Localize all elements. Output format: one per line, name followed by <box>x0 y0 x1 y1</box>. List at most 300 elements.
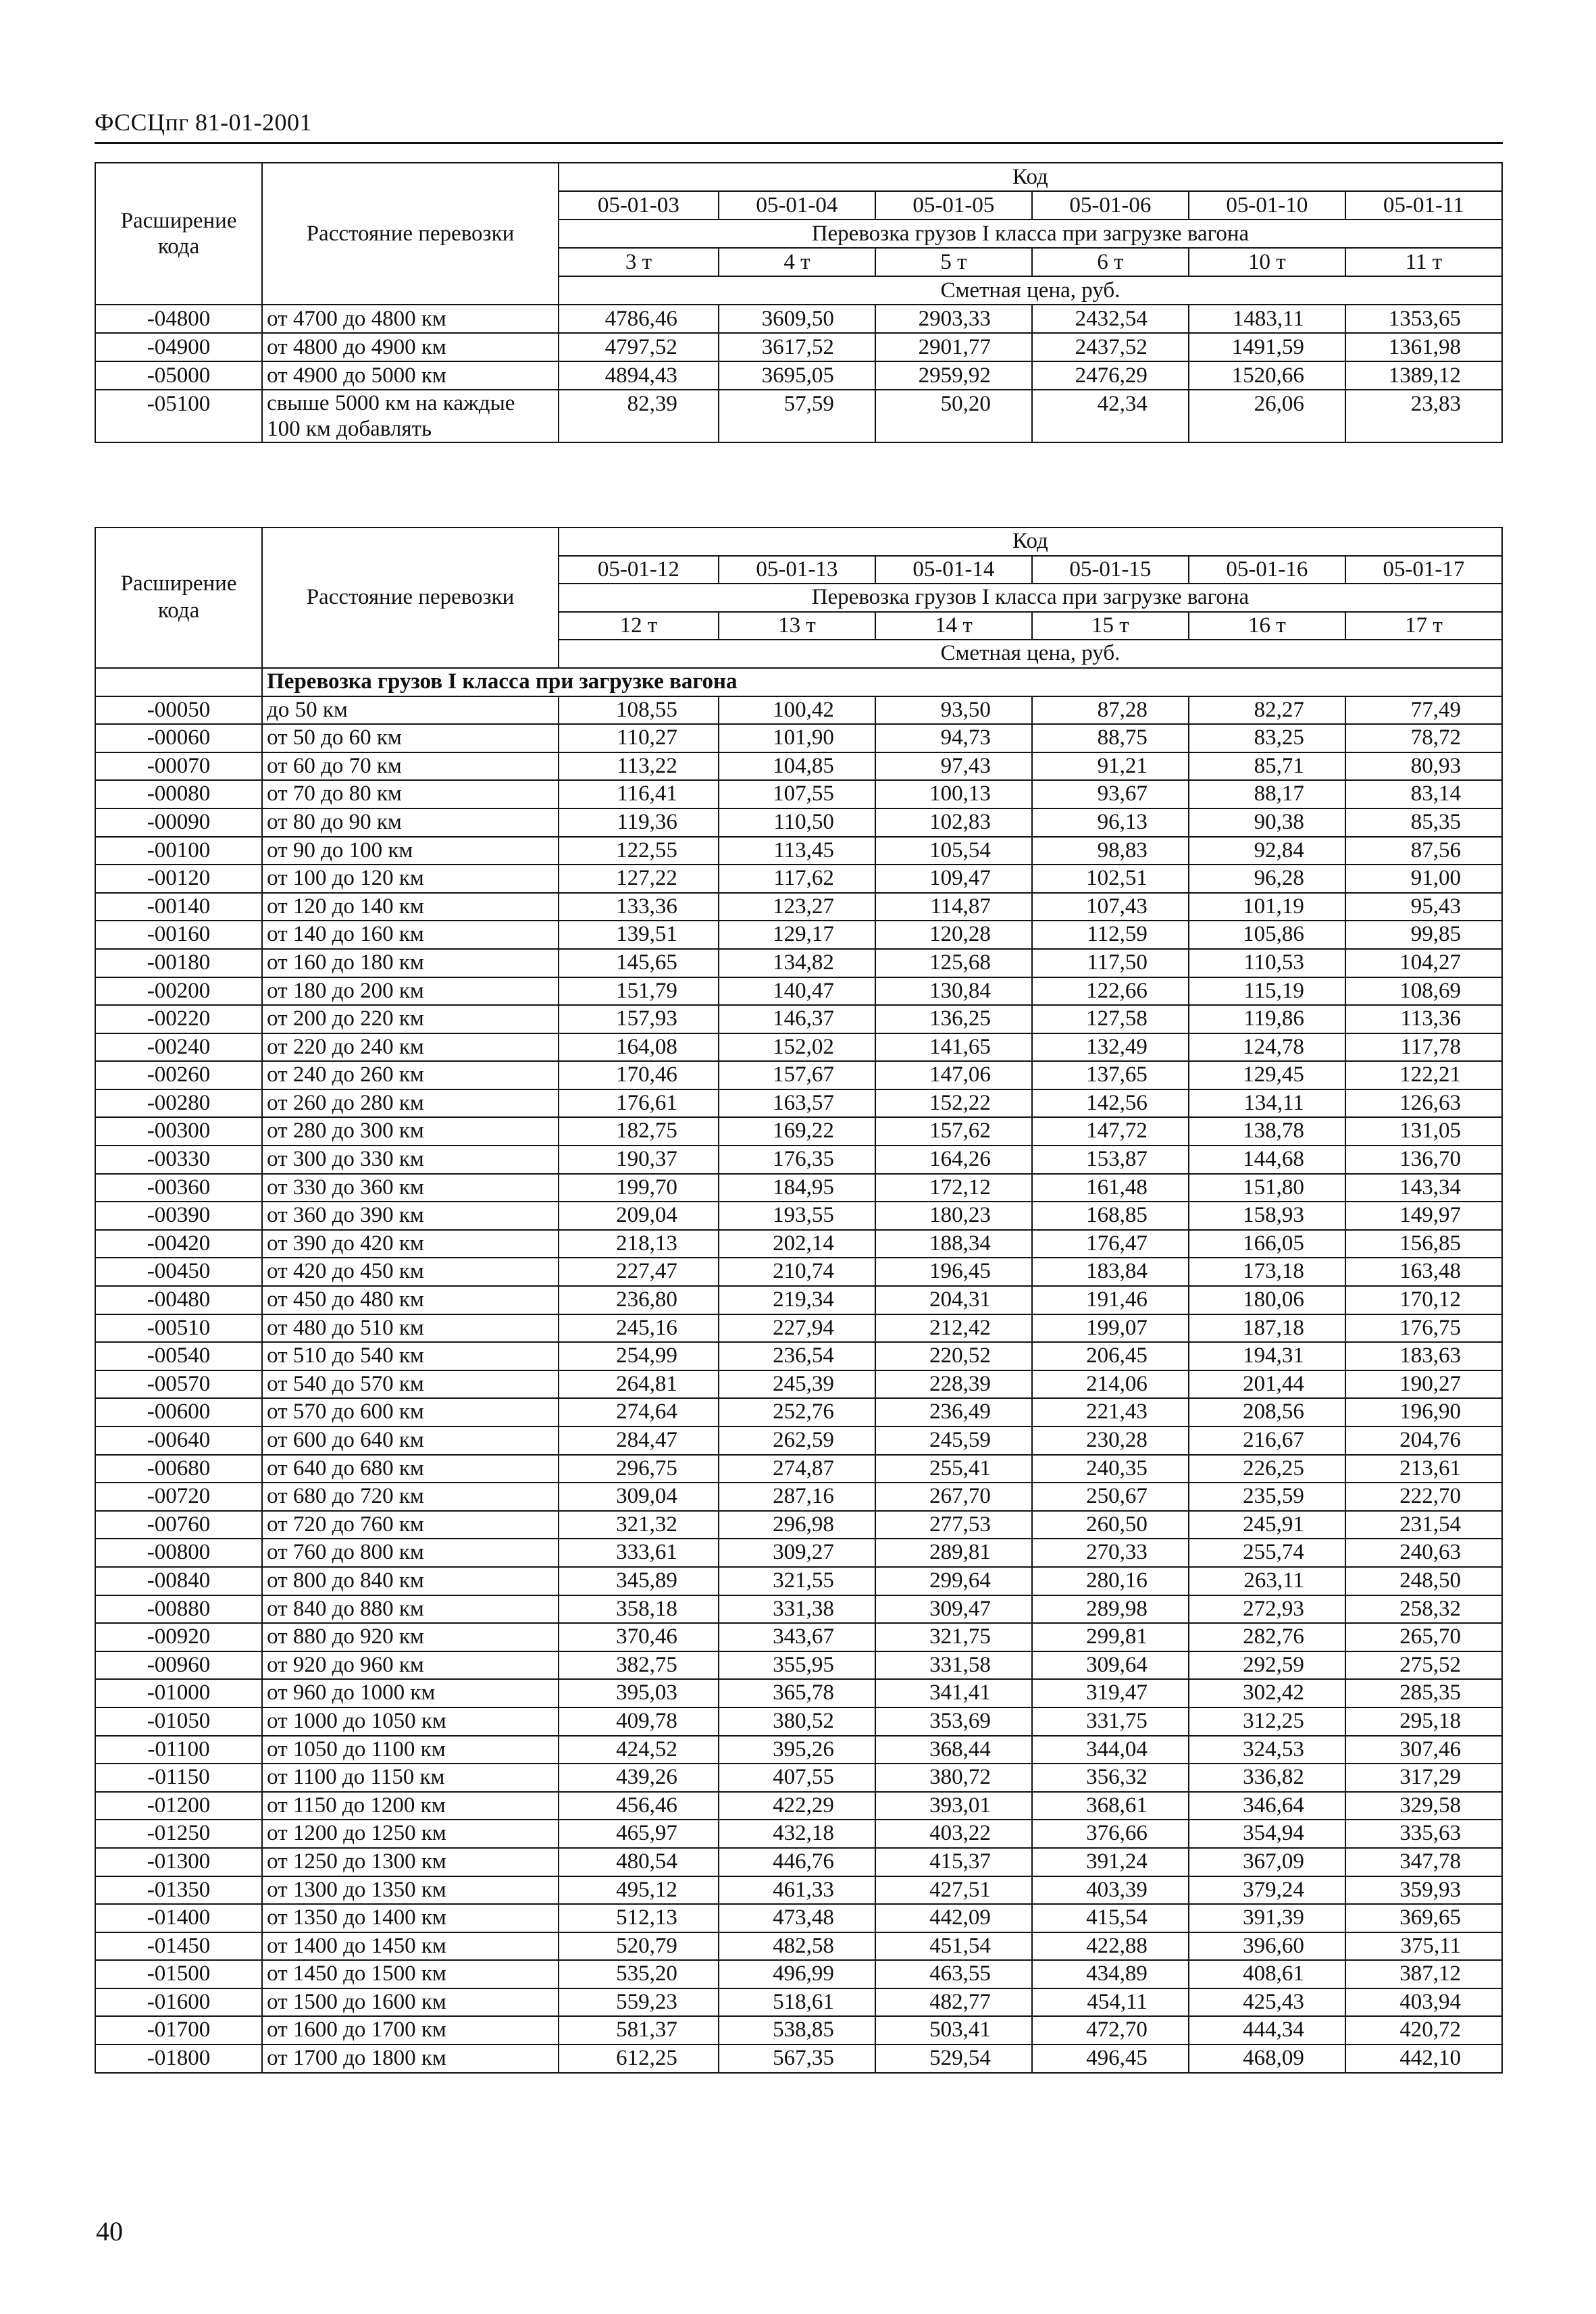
price-cell: 442,09 <box>875 1904 1032 1932</box>
code-cell: 05-01-11 <box>1345 191 1502 220</box>
price-cell: 156,85 <box>1345 1230 1502 1258</box>
price-cell: 289,81 <box>875 1539 1032 1567</box>
price-cell: 391,39 <box>1189 1904 1345 1932</box>
distance-cell: от 390 до 420 км <box>262 1230 559 1258</box>
distance-cell: от 420 до 450 км <box>262 1258 559 1286</box>
price-cell: 235,59 <box>1189 1483 1345 1511</box>
price-cell: 107,55 <box>719 780 875 808</box>
price-cell: 213,61 <box>1345 1455 1502 1483</box>
code-extension-cell: -00840 <box>95 1567 262 1595</box>
price-cell: 482,77 <box>875 1988 1032 2017</box>
table-row <box>95 361 1502 390</box>
price-cell: 240,63 <box>1345 1539 1502 1567</box>
price-cell: 496,45 <box>1032 2045 1189 2073</box>
distance-cell: от 100 до 120 км <box>262 865 559 893</box>
price-cell: 258,32 <box>1345 1595 1502 1624</box>
price-cell: 92,84 <box>1189 837 1345 865</box>
price-cell: 379,24 <box>1189 1876 1345 1905</box>
table-row <box>95 1370 1502 1399</box>
price-cell: 180,06 <box>1189 1286 1345 1314</box>
distance-cell: от 330 до 360 км <box>262 1174 559 1202</box>
code-extension-cell: -00540 <box>95 1342 262 1370</box>
code-extension-cell: -00760 <box>95 1511 262 1539</box>
price-cell: 535,20 <box>559 1960 719 1988</box>
price-cell: 119,36 <box>559 808 719 837</box>
section-row <box>95 668 1502 696</box>
table-row <box>95 780 1502 808</box>
price-cell: 141,65 <box>875 1033 1032 1062</box>
distance-cell: от 240 до 260 км <box>262 1061 559 1089</box>
price-cell: 432,18 <box>719 1820 875 1848</box>
price-cell: 382,75 <box>559 1651 719 1680</box>
table-row <box>95 752 1502 781</box>
code-extension-cell: -00720 <box>95 1483 262 1511</box>
price-cell: 105,54 <box>875 837 1032 865</box>
price-cell: 190,37 <box>559 1146 719 1174</box>
price-cell: 387,12 <box>1345 1960 1502 1988</box>
code-extension-cell: -01600 <box>95 1988 262 2017</box>
price-cell: 2437,52 <box>1032 333 1189 361</box>
price-cell: 210,74 <box>719 1258 875 1286</box>
price-cell: 182,75 <box>559 1117 719 1146</box>
code-extension-cell: -00960 <box>95 1651 262 1680</box>
price-cell: 1520,66 <box>1189 361 1345 390</box>
table-row <box>95 696 1502 725</box>
code-extension-cell: -01250 <box>95 1820 262 1848</box>
price-cell: 321,55 <box>719 1567 875 1595</box>
price-cell: 42,34 <box>1032 390 1189 442</box>
price-cell: 321,32 <box>559 1511 719 1539</box>
price-cell: 236,54 <box>719 1342 875 1370</box>
price-cell: 495,12 <box>559 1876 719 1905</box>
code-extension-cell: -00570 <box>95 1370 262 1399</box>
price-cell: 456,46 <box>559 1792 719 1820</box>
distance-cell: от 70 до 80 км <box>262 780 559 808</box>
price-cell: 176,75 <box>1345 1314 1502 1343</box>
price-cell: 415,54 <box>1032 1904 1189 1932</box>
price-cell: 123,27 <box>719 893 875 921</box>
code-extension-cell: -00330 <box>95 1146 262 1174</box>
price-cell: 94,73 <box>875 724 1032 752</box>
price-cell: 116,41 <box>559 780 719 808</box>
price-cell: 408,61 <box>1189 1960 1345 1988</box>
price-cell: 134,82 <box>719 949 875 977</box>
price-cell: 204,76 <box>1345 1426 1502 1455</box>
code-extension-cell: -00390 <box>95 1202 262 1230</box>
price-cell: 176,35 <box>719 1146 875 1174</box>
price-cell: 196,90 <box>1345 1398 1502 1426</box>
price-cell: 4797,52 <box>559 333 719 361</box>
price-cell: 356,32 <box>1032 1764 1189 1792</box>
price-cell: 126,63 <box>1345 1089 1502 1118</box>
price-cell: 144,68 <box>1189 1146 1345 1174</box>
price-cell: 183,63 <box>1345 1342 1502 1370</box>
price-cell: 199,07 <box>1032 1314 1189 1343</box>
price-cell: 380,52 <box>719 1707 875 1736</box>
price-cell: 341,41 <box>875 1679 1032 1707</box>
price-cell: 228,39 <box>875 1370 1032 1399</box>
price-cell: 227,47 <box>559 1258 719 1286</box>
distance-cell: от 540 до 570 км <box>262 1370 559 1399</box>
code-extension-cell: -01300 <box>95 1848 262 1876</box>
price-cell: 101,90 <box>719 724 875 752</box>
code-cell: 05-01-12 <box>559 556 719 584</box>
price-cell: 90,38 <box>1189 808 1345 837</box>
distance-cell: от 1000 до 1050 км <box>262 1707 559 1736</box>
distance-cell: от 1200 до 1250 км <box>262 1820 559 1848</box>
table-row <box>95 333 1502 361</box>
price-cell: 102,83 <box>875 808 1032 837</box>
price-cell: 113,36 <box>1345 1005 1502 1033</box>
code-extension-cell: -01800 <box>95 2045 262 2073</box>
price-cell: 87,56 <box>1345 837 1502 865</box>
table-row <box>95 1736 1502 1764</box>
price-cell: 331,38 <box>719 1595 875 1624</box>
distance-cell: от 60 до 70 км <box>262 752 559 781</box>
price-cell: 112,59 <box>1032 921 1189 949</box>
price-cell: 107,43 <box>1032 893 1189 921</box>
table-row <box>95 865 1502 893</box>
price-cell: 100,42 <box>719 696 875 725</box>
code-extension-cell: -01000 <box>95 1679 262 1707</box>
code-extension-cell: -01350 <box>95 1876 262 1905</box>
code-extension-cell: -00920 <box>95 1623 262 1651</box>
price-cell: 277,53 <box>875 1511 1032 1539</box>
distance-cell: от 1450 до 1500 км <box>262 1960 559 1988</box>
code-extension-cell: -01150 <box>95 1764 262 1792</box>
price-cell: 461,33 <box>719 1876 875 1905</box>
code-extension-cell: -00140 <box>95 893 262 921</box>
price-cell: 113,22 <box>559 752 719 781</box>
price-cell: 172,12 <box>875 1174 1032 1202</box>
price-cell: 83,14 <box>1345 780 1502 808</box>
price-cell: 1353,65 <box>1345 305 1502 333</box>
price-cell: 581,37 <box>559 2016 719 2045</box>
price-cell: 127,58 <box>1032 1005 1189 1033</box>
table-row <box>95 921 1502 949</box>
table-row <box>95 305 1502 333</box>
code-extension-cell: -05000 <box>95 361 262 390</box>
distance-cell: от 920 до 960 км <box>262 1651 559 1680</box>
price-cell: 2476,29 <box>1032 361 1189 390</box>
price-cell: 407,55 <box>719 1764 875 1792</box>
distance-cell: от 450 до 480 км <box>262 1286 559 1314</box>
price-cell: 194,31 <box>1189 1342 1345 1370</box>
table-row <box>95 1707 1502 1736</box>
code-cell: 05-01-05 <box>875 191 1032 220</box>
price-cell: 180,23 <box>875 1202 1032 1230</box>
code-extension-cell: -04900 <box>95 333 262 361</box>
price-cell: 282,76 <box>1189 1623 1345 1651</box>
price-cell: 169,22 <box>719 1117 875 1146</box>
load-cell: 10 т <box>1189 248 1345 276</box>
price-cell: 409,78 <box>559 1707 719 1736</box>
price-cell: 2901,77 <box>875 333 1032 361</box>
price-cell: 108,55 <box>559 696 719 725</box>
price-cell: 157,67 <box>719 1061 875 1089</box>
code-extension-cell: -00160 <box>95 921 262 949</box>
price-cell: 245,91 <box>1189 1511 1345 1539</box>
price-cell: 442,10 <box>1345 2045 1502 2073</box>
price-cell: 299,64 <box>875 1567 1032 1595</box>
distance-cell: от 1250 до 1300 км <box>262 1848 559 1876</box>
code-cell: 05-01-14 <box>875 556 1032 584</box>
table-row <box>95 1117 1502 1146</box>
price-cell: 137,65 <box>1032 1061 1189 1089</box>
table-row <box>95 1202 1502 1230</box>
price-cell: 170,12 <box>1345 1286 1502 1314</box>
distance-cell: от 800 до 840 км <box>262 1567 559 1595</box>
distance-cell: от 280 до 300 км <box>262 1117 559 1146</box>
code-extension-cell: -00050 <box>95 696 262 725</box>
price-cell: 424,52 <box>559 1736 719 1764</box>
price-cell: 85,71 <box>1189 752 1345 781</box>
price-cell: 157,62 <box>875 1117 1032 1146</box>
price-cell: 272,93 <box>1189 1595 1345 1624</box>
price-cell: 245,59 <box>875 1426 1032 1455</box>
price-cell: 105,86 <box>1189 921 1345 949</box>
table-row <box>95 1033 1502 1062</box>
code-extension-cell: -00080 <box>95 780 262 808</box>
price-cell: 245,16 <box>559 1314 719 1343</box>
table-row <box>95 1651 1502 1680</box>
price-cell: 376,66 <box>1032 1820 1189 1848</box>
price-cell: 403,22 <box>875 1820 1032 1848</box>
table-row <box>95 1342 1502 1370</box>
price-cell: 317,29 <box>1345 1764 1502 1792</box>
table-row <box>95 808 1502 837</box>
price-cell: 307,46 <box>1345 1736 1502 1764</box>
price-cell: 184,95 <box>719 1174 875 1202</box>
price-cell: 102,51 <box>1032 865 1189 893</box>
distance-cell: от 720 до 760 км <box>262 1511 559 1539</box>
distance-cell: от 840 до 880 км <box>262 1595 559 1624</box>
table-row <box>95 1960 1502 1988</box>
distance-cell: от 120 до 140 км <box>262 893 559 921</box>
distance-cell: от 1100 до 1150 км <box>262 1764 559 1792</box>
price-cell: 454,11 <box>1032 1988 1189 2017</box>
code-extension-cell: -01200 <box>95 1792 262 1820</box>
price-cell: 480,54 <box>559 1848 719 1876</box>
table-row <box>95 1089 1502 1118</box>
price-cell: 87,28 <box>1032 696 1189 725</box>
price-cell: 110,50 <box>719 808 875 837</box>
price-cell: 358,18 <box>559 1595 719 1624</box>
price-cell: 147,72 <box>1032 1117 1189 1146</box>
price-cell: 134,11 <box>1189 1089 1345 1118</box>
price-cell: 446,76 <box>719 1848 875 1876</box>
load-cell: 16 т <box>1189 612 1345 640</box>
price-cell: 451,54 <box>875 1932 1032 1961</box>
price-cell: 473,48 <box>719 1904 875 1932</box>
price-cell: 221,43 <box>1032 1398 1189 1426</box>
tariff-table-1 <box>95 162 1503 443</box>
price-cell: 176,47 <box>1032 1230 1189 1258</box>
price-cell: 250,67 <box>1032 1483 1189 1511</box>
page-number: 40 <box>96 2216 123 2246</box>
price-cell: 468,09 <box>1189 2045 1345 2073</box>
distance-cell: от 880 до 920 км <box>262 1623 559 1651</box>
load-cell: 5 т <box>875 248 1032 276</box>
distance-cell: от 1150 до 1200 км <box>262 1792 559 1820</box>
price-cell: 83,25 <box>1189 724 1345 752</box>
price-cell: 434,89 <box>1032 1960 1189 1988</box>
price-cell: 518,61 <box>719 1988 875 2017</box>
distance-cell: от 1500 до 1600 км <box>262 1988 559 2017</box>
price-cell: 101,19 <box>1189 893 1345 921</box>
price-cell: 1389,12 <box>1345 361 1502 390</box>
price-cell: 395,26 <box>719 1736 875 1764</box>
table-row <box>95 1848 1502 1876</box>
code-extension-cell: -00220 <box>95 1005 262 1033</box>
price-cell: 296,98 <box>719 1511 875 1539</box>
price-cell: 248,50 <box>1345 1567 1502 1595</box>
price-cell: 264,81 <box>559 1370 719 1399</box>
price-cell: 151,79 <box>559 977 719 1006</box>
price-cell: 329,58 <box>1345 1792 1502 1820</box>
code-extension-cell: -00070 <box>95 752 262 781</box>
price-cell: 168,85 <box>1032 1202 1189 1230</box>
price-cell: 393,01 <box>875 1792 1032 1820</box>
table-row <box>95 1988 1502 2017</box>
price-cell: 270,33 <box>1032 1539 1189 1567</box>
price-cell: 403,94 <box>1345 1988 1502 2017</box>
price-cell: 50,20 <box>875 390 1032 442</box>
table-row <box>95 949 1502 977</box>
distance-cell: от 80 до 90 км <box>262 808 559 837</box>
price-cell: 422,29 <box>719 1792 875 1820</box>
price-cell: 145,65 <box>559 949 719 977</box>
price-cell: 347,78 <box>1345 1848 1502 1876</box>
table-row <box>95 1792 1502 1820</box>
price-cell: 2432,54 <box>1032 305 1189 333</box>
code-cell: 05-01-06 <box>1032 191 1189 220</box>
distance-cell: от 760 до 800 км <box>262 1539 559 1567</box>
price-cell: 82,39 <box>559 390 719 442</box>
load-cell: 4 т <box>719 248 875 276</box>
distance-cell: от 4700 до 4800 км <box>262 305 559 333</box>
price-cell: 209,04 <box>559 1202 719 1230</box>
price-cell: 370,46 <box>559 1623 719 1651</box>
distance-cell: от 510 до 540 км <box>262 1342 559 1370</box>
price-cell: 415,37 <box>875 1848 1032 1876</box>
distance-cell: от 200 до 220 км <box>262 1005 559 1033</box>
document-code: ФССЦпг 81-01-2001 <box>95 109 312 136</box>
price-cell: 255,74 <box>1189 1539 1345 1567</box>
price-cell: 157,93 <box>559 1005 719 1033</box>
cargo-description: Перевозка грузов I класса при загрузке вагона <box>559 584 1502 612</box>
code-extension-cell: -01100 <box>95 1736 262 1764</box>
price-cell: 82,27 <box>1189 696 1345 725</box>
price-cell: 529,54 <box>875 2045 1032 2073</box>
price-cell: 85,35 <box>1345 808 1502 837</box>
price-cell: 538,85 <box>719 2016 875 2045</box>
price-cell: 117,50 <box>1032 949 1189 977</box>
price-cell: 321,75 <box>875 1623 1032 1651</box>
price-cell: 324,53 <box>1189 1736 1345 1764</box>
table-row <box>95 837 1502 865</box>
price-cell: 96,28 <box>1189 865 1345 893</box>
price-cell: 4786,46 <box>559 305 719 333</box>
price-cell: 147,06 <box>875 1061 1032 1089</box>
price-cell: 2903,33 <box>875 305 1032 333</box>
price-cell: 202,14 <box>719 1230 875 1258</box>
price-cell: 236,80 <box>559 1286 719 1314</box>
price-cell: 187,18 <box>1189 1314 1345 1343</box>
distance-cell: свыше 5000 км на каждые 100 км добавлять <box>262 390 559 442</box>
price-cell: 119,86 <box>1189 1005 1345 1033</box>
table-row <box>95 1679 1502 1707</box>
table-row <box>95 1876 1502 1905</box>
price-cell: 130,84 <box>875 977 1032 1006</box>
price-cell: 163,57 <box>719 1089 875 1118</box>
price-cell: 380,72 <box>875 1764 1032 1792</box>
column-header-extension: Расширение кода <box>95 163 262 305</box>
table-row <box>95 1230 1502 1258</box>
load-cell: 11 т <box>1345 248 1502 276</box>
price-cell: 164,08 <box>559 1033 719 1062</box>
price-cell: 91,21 <box>1032 752 1189 781</box>
price-cell: 292,59 <box>1189 1651 1345 1680</box>
price-cell: 331,75 <box>1032 1707 1189 1736</box>
load-cell: 13 т <box>719 612 875 640</box>
distance-cell: от 1600 до 1700 км <box>262 2016 559 2045</box>
price-cell: 218,13 <box>559 1230 719 1258</box>
table-row <box>95 1904 1502 1932</box>
price-cell: 201,44 <box>1189 1370 1345 1399</box>
code-extension-cell: -00200 <box>95 977 262 1006</box>
header-row <box>95 163 1502 191</box>
column-header-extension: Расширение кода <box>95 528 262 668</box>
table-row <box>95 977 1502 1006</box>
price-cell: 140,47 <box>719 977 875 1006</box>
table-row <box>95 1539 1502 1567</box>
price-cell: 142,56 <box>1032 1089 1189 1118</box>
price-cell: 161,48 <box>1032 1174 1189 1202</box>
price-cell: 100,13 <box>875 780 1032 808</box>
code-extension-cell: -01700 <box>95 2016 262 2045</box>
price-cell: 331,58 <box>875 1651 1032 1680</box>
price-cell: 93,67 <box>1032 780 1189 808</box>
code-extension-cell: -05100 <box>95 390 262 442</box>
distance-cell: от 90 до 100 км <box>262 837 559 865</box>
price-cell: 309,64 <box>1032 1651 1189 1680</box>
table-row <box>95 1455 1502 1483</box>
price-cell: 254,99 <box>559 1342 719 1370</box>
price-cell: 151,80 <box>1189 1174 1345 1202</box>
code-cell: 05-01-13 <box>719 556 875 584</box>
table-row <box>95 1398 1502 1426</box>
price-cell: 57,59 <box>719 390 875 442</box>
table-row <box>95 724 1502 752</box>
distance-cell: от 160 до 180 км <box>262 949 559 977</box>
price-cell: 3695,05 <box>719 361 875 390</box>
price-cell: 108,69 <box>1345 977 1502 1006</box>
price-cell: 355,95 <box>719 1651 875 1680</box>
price-cell: 138,78 <box>1189 1117 1345 1146</box>
column-header-distance: Расстояние перевозки <box>262 163 559 305</box>
price-cell: 280,16 <box>1032 1567 1189 1595</box>
table-row <box>95 1005 1502 1033</box>
price-cell: 115,19 <box>1189 977 1345 1006</box>
header-rule <box>95 142 1503 144</box>
code-extension-cell: -00640 <box>95 1426 262 1455</box>
price-cell: 117,62 <box>719 865 875 893</box>
price-cell: 302,42 <box>1189 1679 1345 1707</box>
code-cell: 05-01-17 <box>1345 556 1502 584</box>
price-cell: 274,87 <box>719 1455 875 1483</box>
table-row <box>95 1764 1502 1792</box>
